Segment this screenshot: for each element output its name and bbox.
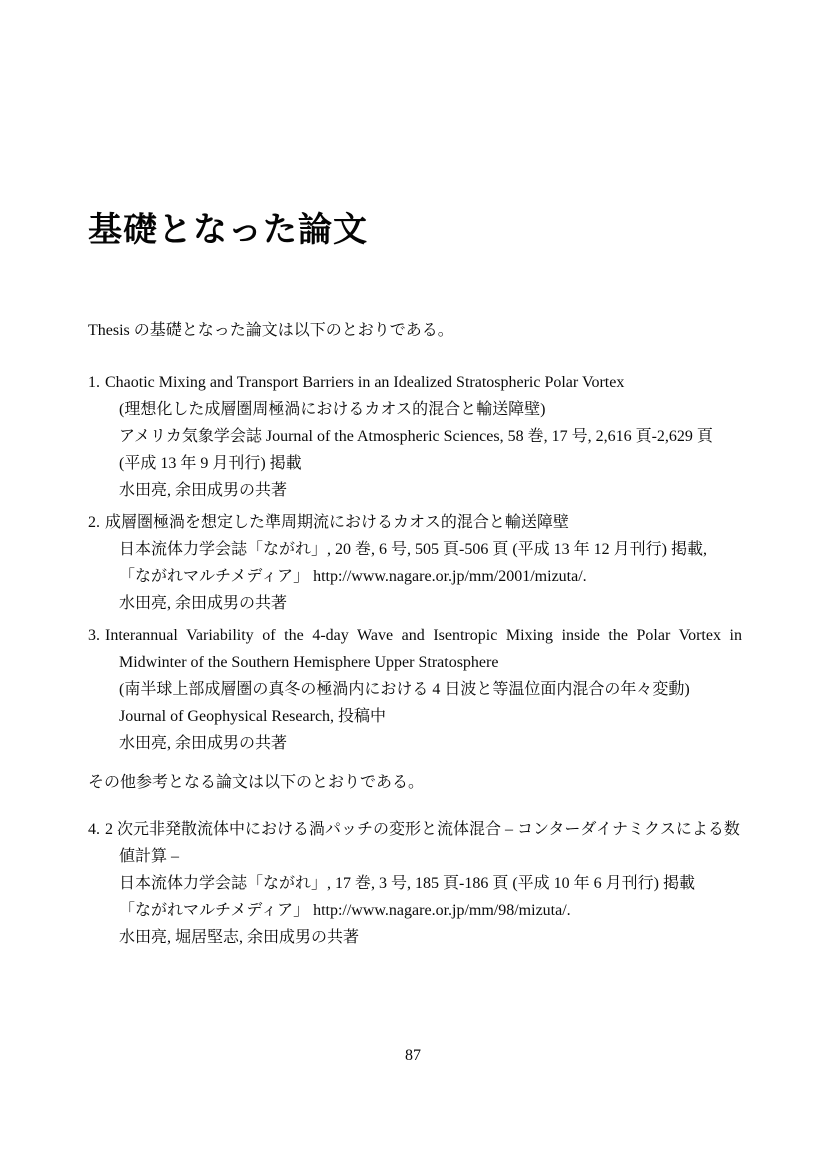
- paper-number: 1.: [88, 374, 100, 391]
- paper-detail-line: 水田亮, 余田成男の共著: [119, 735, 288, 752]
- paper-detail-line: 「ながれマルチメディア」 http://www.nagare.or.jp/mm/98/mizuta/.: [119, 902, 571, 919]
- paper-details: [105, 396, 742, 504]
- paper-title: Interannual Variability of the 4-day Wave and Isentropic Mixing inside the Polar Vortex in Midwinter of the Southern Hemisphere Upper Stratosphere: [105, 627, 742, 671]
- paper-number: 3.: [88, 627, 100, 644]
- paper-item-2: [88, 509, 742, 617]
- page-number: 87: [405, 1047, 421, 1064]
- intro-secondary: その他参考となる論文は以下のとおりである。: [88, 774, 425, 791]
- paper-detail-line: 水田亮, 余田成男の共著: [119, 482, 288, 499]
- paper-details: [105, 536, 742, 617]
- paper-detail-line: Journal of Geophysical Research, 投稿中: [119, 708, 387, 725]
- paper-number: 4.: [88, 821, 100, 838]
- paper-details: [105, 870, 742, 951]
- paper-item-1: [88, 369, 742, 504]
- paper-title: 成層圏極渦を想定した準周期流におけるカオス的混合と輸送障壁: [105, 514, 569, 531]
- paper-detail-line: 水田亮, 余田成男の共著: [119, 595, 288, 612]
- chapter-title: 基礎となった論文: [88, 210, 368, 250]
- paper-detail-line: (南半球上部成層圏の真冬の極渦内における 4 日波と等温位面内混合の年々変動): [119, 681, 690, 698]
- paper-item-3: [88, 622, 742, 757]
- paper-detail-line: 「ながれマルチメディア」 http://www.nagare.or.jp/mm/2001/mizuta/.: [119, 568, 587, 585]
- paper-detail-line: 水田亮, 堀居堅志, 余田成男の共著: [119, 929, 360, 946]
- intro-primary: Thesis の基礎となった論文は以下のとおりである。: [88, 322, 454, 339]
- paper-detail-line: (平成 13 年 9 月刊行) 掲載: [119, 455, 302, 472]
- paper-number: 2.: [88, 514, 100, 531]
- paper-details: [105, 676, 742, 757]
- paper-detail-line: 日本流体力学会誌「ながれ」, 17 巻, 3 号, 185 頁-186 頁 (平成 10 年 6 月刊行) 掲載: [119, 875, 695, 892]
- secondary-paper-list: [88, 816, 742, 951]
- paper-item-4: [88, 816, 742, 951]
- primary-paper-list: [88, 369, 742, 757]
- paper-detail-line: アメリカ気象学会誌 Journal of the Atmospheric Sciences, 58 巻, 17 号, 2,616 頁-2,629 頁: [119, 428, 713, 445]
- paper-title: Chaotic Mixing and Transport Barriers in an Idealized Stratospheric Polar Vortex: [105, 374, 625, 391]
- paper-detail-line: 日本流体力学会誌「ながれ」, 20 巻, 6 号, 505 頁-506 頁 (平成 13 年 12 月刊行) 掲載,: [119, 541, 707, 558]
- paper-detail-line: (理想化した成層圏周極渦におけるカオス的混合と輸送障壁): [119, 401, 546, 418]
- paper-title: 2 次元非発散流体中における渦パッチの変形と流体混合 – コンターダイナミクスによる数値計算 –: [105, 821, 740, 865]
